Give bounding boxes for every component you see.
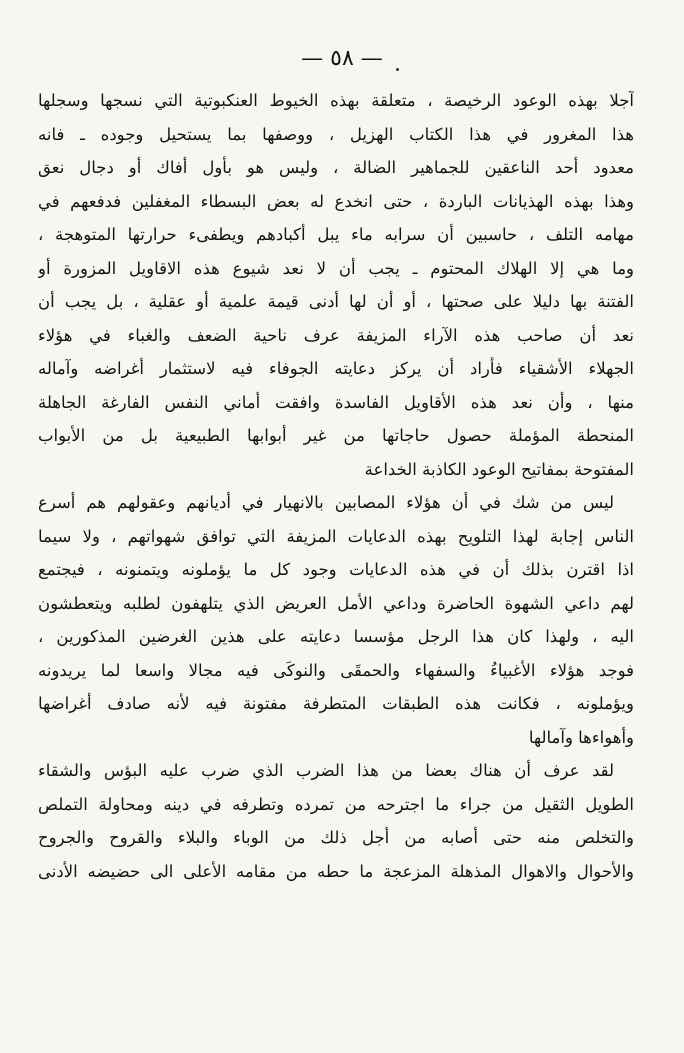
text-line: والأحوال والاهوال المذهلة المزعجة ما حطه من مقامه الأعلى الى حضيضه الأدنى — [38, 861, 634, 881]
text-line: المفتوحة بمفاتيح الوعود الكاذبة الخداعة — [364, 459, 634, 479]
text-line: آجلا بهذه الوعود الرخيصة ، متعلقة بهذه الخيوط العنكبوتية التي نسجها وسجلها — [38, 91, 634, 110]
text-line: الفتنة بها دليلا على صحتها ، أو أن لها أدنى قيمة علمية أو عقلية ، بل يجب أن — [38, 292, 634, 311]
text-line: الطويل الثقيل من جراء ما اجترحه من تمرده وتطرفه في دينه ومحاولة التملص — [38, 794, 634, 814]
text-line: اذا اقترن بذلك أن في هذه الدعايات وجود كل ما يؤملونه ويتمنونه ، فيجتمع — [38, 560, 634, 579]
text-line: ليس من شك في أن هؤلاء المصابين بالانهيار في أديانهم وعقولهم هم أسرع — [38, 493, 614, 512]
text-line: مهامه التلف ، حاسبين أن سرابه ماء يبل أكبادهم ويطفىء حرارتها المتوهجة ، — [38, 225, 634, 244]
body-text — [38, 84, 634, 888]
text-line: اليه ، ولهذا كان هذا الرجل مؤسسا دعايته على هذين الغرضين المذكورين ، — [38, 627, 634, 646]
ink-speck — [396, 68, 399, 71]
paragraph-1 — [38, 84, 634, 486]
paragraph-3 — [38, 754, 634, 888]
text-line: لقد عرف أن هناك بعضا من هذا الضرب الذي ضرب عليه البؤس والشقاء — [38, 761, 614, 780]
text-line: ويؤملونه ، فكانت هذه الطبقات المتطرفة مفتونة فيه لأنه صادف أغراضها — [38, 694, 634, 713]
text-line: فوجد هؤلاء الأغبياءُ والسفهاء والحمقَى والنوكَى فيه مجالا واسعا لما يريدونه — [38, 660, 634, 680]
text-line: المنحطة المؤملة حصول حاجاتها من غير أبوابها الطبيعية بل من الأبواب — [38, 426, 634, 445]
text-line: معدود أحد الناعقين للجماهير الضالة ، وليس هو بأول أفاك أو دجال نعق — [38, 158, 634, 177]
text-line: وما هي إلا الهلاك المحتوم ـ يجب أن لا نعد شيوع هذه الاقاويل المزورة أو — [38, 258, 634, 278]
text-line: لهم داعي الشهوة الحاضرة وداعي الأمل العريض الذي يتلهفون لطلبه ويتعطشون — [38, 593, 634, 613]
text-line: الجهلاء الأشقياء فأراد أن يركز دعايته الجوفاء فيه لاستثمار أغراضه وآماله — [38, 359, 634, 378]
text-line: نعد أن صاحب هذه الآراء المزيفة عرف ناحية الضعف والغباء في هؤلاء — [38, 325, 634, 345]
text-line: هذا المغرور في هذا الكتاب الهزيل ، ووصفها بما يستحيل وجوده ـ فانه — [38, 124, 634, 144]
text-line: والتخلص منه حتى أصابه من أجل ذلك من الوباء والبلاء والقروح والجروح — [38, 828, 634, 847]
paragraph-2 — [38, 486, 634, 754]
text-line: وهذا بهذه الهذيانات الباردة ، حتى انخدع له بعض البسطاء المغفلين فدفعهم في — [38, 191, 634, 211]
text-line: الناس إجابة لهذا التلويح بهذه الدعايات المزيفة التي توافق شهواتهم ، ولا سيما — [38, 526, 634, 546]
text-line: منها ، وأن نعد هذه الأقاويل الفاسدة وافقت أماني النفس الفارغة الجاهلة — [38, 392, 634, 412]
text-line: وأهواءها وآمالها — [528, 727, 634, 747]
page-number: — ٥٨ — — [301, 46, 383, 71]
